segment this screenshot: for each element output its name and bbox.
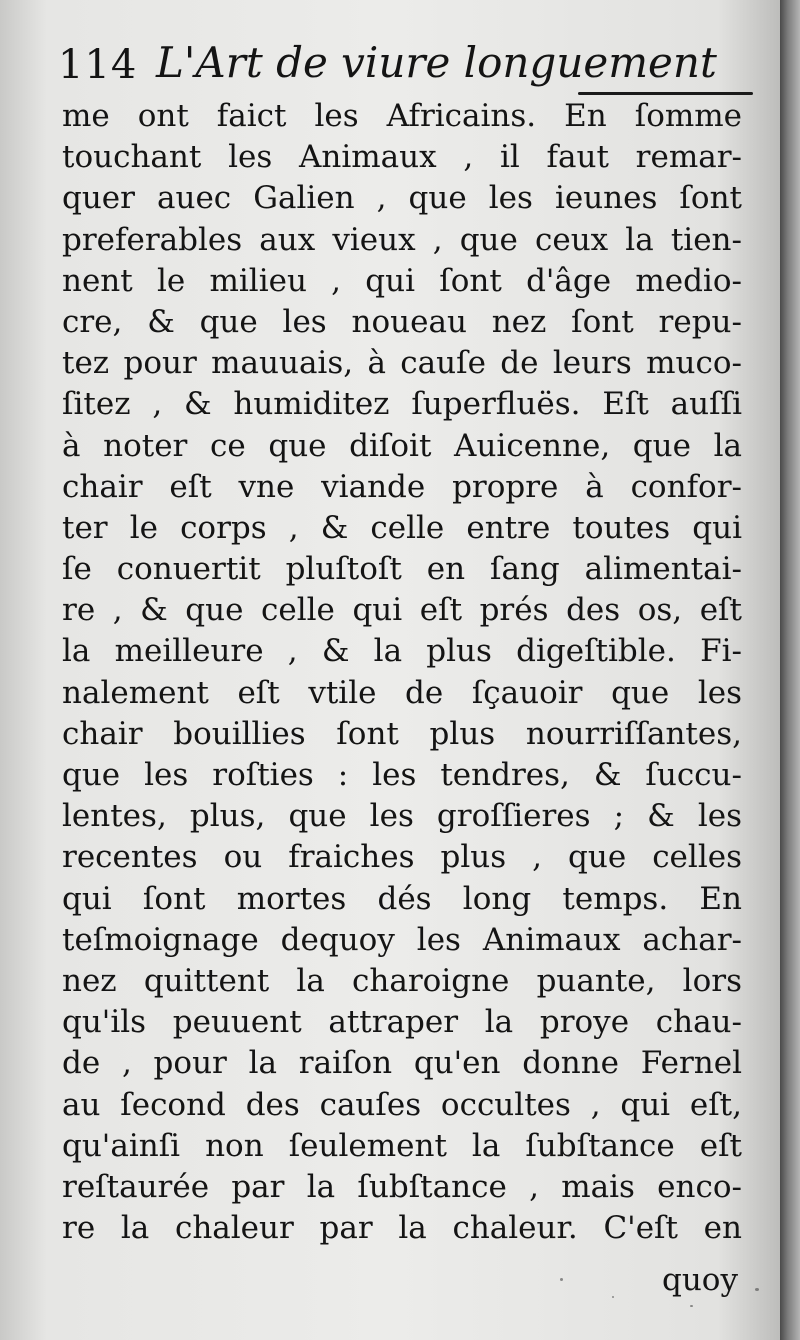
ink-speck (690, 1305, 693, 1307)
ink-speck (612, 1296, 614, 1298)
text-line: nent le milieu , qui ſont d'âge medio- (62, 262, 742, 299)
title-flourish (578, 92, 753, 95)
text-line: touchant les Animaux , il faut remar- (62, 139, 742, 176)
running-title: L'Art de viure longuement (156, 38, 717, 87)
text-line: chair bouillies ſont plus nourriſſantes, (62, 715, 742, 752)
text-line: preferables aux vieux , que ceux la tien- (62, 221, 742, 258)
book-gutter-edge (780, 0, 800, 1340)
text-line: au ſecond des cauſes occultes , qui eſt, (62, 1086, 742, 1123)
text-line: ſe conuertit pluſtoſt en ſang alimentai- (62, 551, 742, 588)
text-line: que les roſties : les tendres, & ſuccu- (62, 757, 742, 793)
text-line: ter le corps , & celle entre toutes qui (62, 509, 742, 546)
text-line: quer auec Galien , que les ieunes ſont (62, 180, 742, 217)
text-line: la meilleure , & la plus digeſtible. Fi- (62, 633, 742, 670)
text-line: reſtaurée par la ſubſtance , mais enco- (62, 1168, 742, 1205)
text-line: qu'ainſi non ſeulement la ſubſtance eſt (62, 1127, 742, 1164)
text-line: nez quittent la charoigne puante, lors (62, 962, 742, 999)
text-line: nalement eſt vtile de ſçauoir que les (62, 674, 742, 711)
page-header (58, 38, 738, 94)
body-text (62, 96, 742, 1249)
text-line: recentes ou fraiches plus , que celles (62, 839, 742, 876)
catchword: quoy (662, 1262, 738, 1298)
text-line: re , & que celle qui eſt prés des os, eſt (62, 592, 742, 629)
text-line: me ont faict les Africains. En ſomme (62, 98, 742, 134)
text-line: teſmoignage dequoy les Animaux achar- (62, 921, 742, 958)
text-line: à noter ce que diſoit Auicenne, que la (62, 427, 742, 464)
text-line: qui ſont mortes dés long temps. En (62, 880, 742, 917)
text-line: lentes, plus, que les groſſieres ; & les (62, 798, 742, 835)
text-line: re la chaleur par la chaleur. C'eſt en (62, 1210, 742, 1247)
page-number: 114 (58, 42, 138, 88)
text-line: qu'ils peuuent attraper la proye chau- (62, 1004, 742, 1041)
text-line: ſitez , & humiditez ſuperfluës. Eſt auſſi (62, 386, 742, 423)
text-line: chair eſt vne viande propre à confor- (62, 468, 742, 505)
text-line: tez pour mauuais, à cauſe de leurs muco- (62, 345, 742, 382)
text-line: de , pour la raiſon qu'en donne Fernel (62, 1045, 742, 1082)
text-line: cre, & que les noueau nez ſont repu- (62, 303, 742, 340)
ink-speck (755, 1288, 759, 1291)
ink-speck (560, 1278, 563, 1281)
